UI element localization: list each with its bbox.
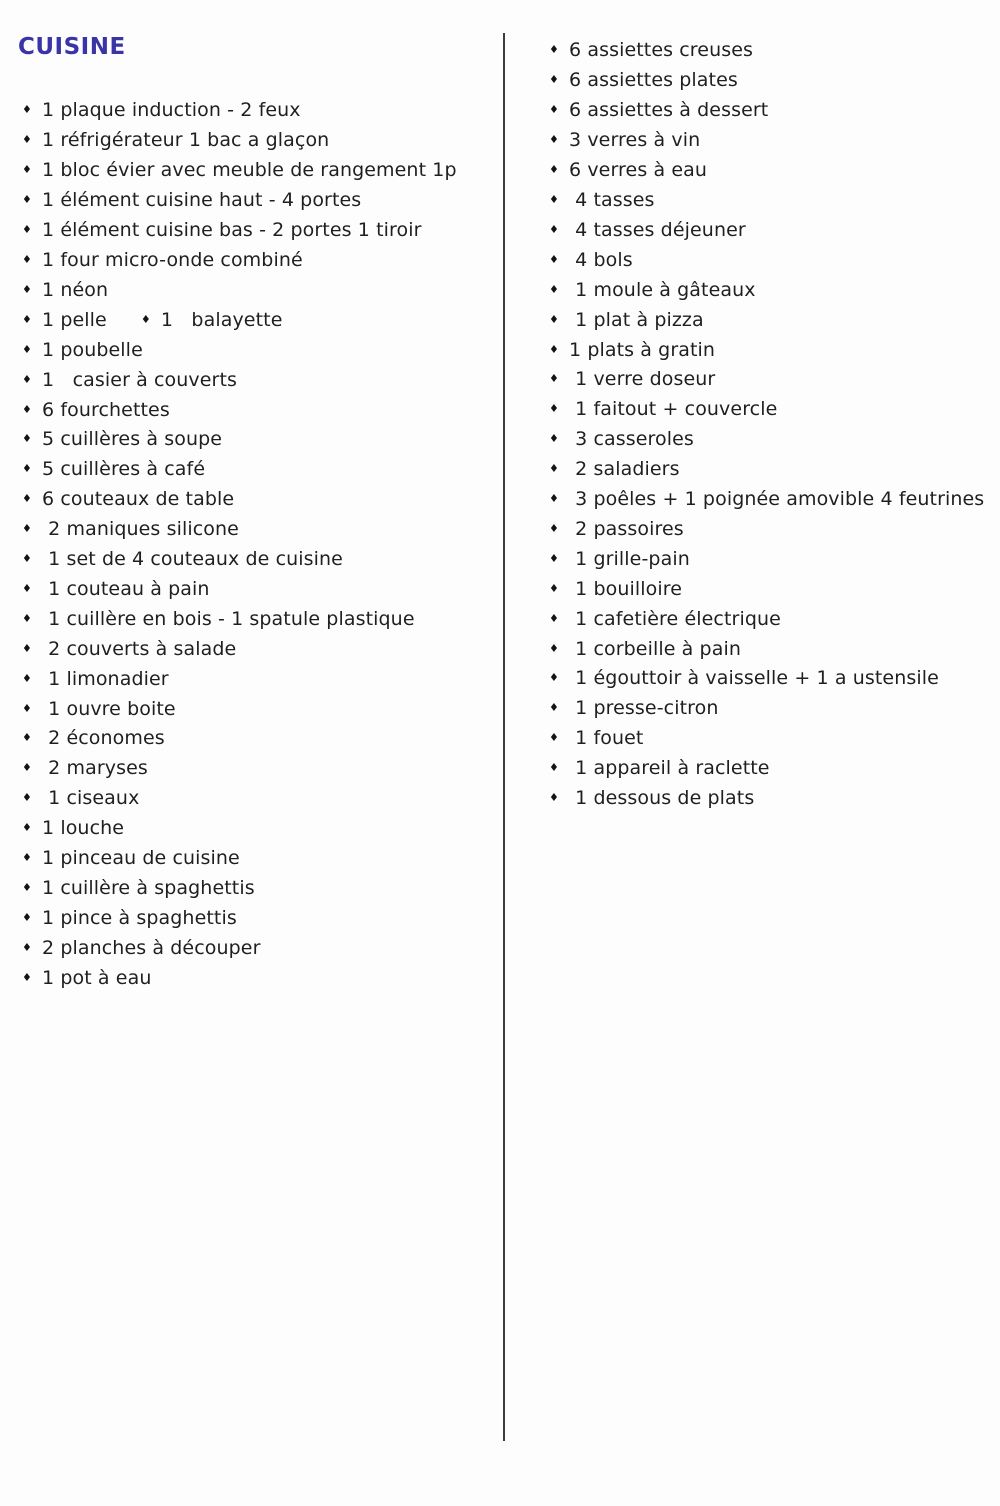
list-item-text: 1 balayette [160,308,283,331]
list-item-text: 2 planches à découper [42,936,261,959]
list-item [22,425,497,455]
list-item [22,515,497,545]
list-item-text: 3 poêles + 1 poignée amovible 4 feutrines [569,488,985,511]
bullet-icon: ♦ [140,312,151,326]
list-item-text: 2 saladiers [569,458,680,481]
list-item [22,694,497,724]
list-item-text: 1 dessous de plats [569,787,755,810]
bullet-icon: ♦ [549,432,559,446]
list-item [22,335,497,365]
list-item [22,903,497,933]
list-item [549,544,997,574]
bullet-icon: ♦ [549,791,559,805]
left-column-list [22,96,497,993]
list-item [22,156,497,186]
bullet-icon: ♦ [22,522,32,536]
bullet-icon: ♦ [22,761,32,775]
bullet-icon: ♦ [22,462,32,476]
list-item [549,156,997,186]
list-item-text: 1 verre doseur [569,368,716,391]
bullet-icon: ♦ [549,342,559,356]
list-item-text: 1 élément cuisine haut - 4 portes [42,189,362,212]
bullet-icon: ♦ [22,193,32,207]
bullet-icon: ♦ [549,551,559,565]
list-item-text: 1 pince à spaghettis [42,906,237,929]
bullet-icon: ♦ [549,521,559,535]
bullet-icon: ♦ [22,163,32,177]
list-item-text: 5 cuillères à café [42,458,206,481]
list-item-text: 1 casier à couverts [42,368,238,391]
bullet-icon: ♦ [549,701,559,715]
bullet-icon: ♦ [22,881,32,895]
bullet-icon: ♦ [549,671,559,685]
bullet-icon: ♦ [549,312,559,326]
list-item-text: 1 bloc évier avec meuble de rangement 1p [42,159,457,182]
list-item-text: 1 cuillère à spaghettis [42,877,255,900]
list-item [549,485,997,515]
bullet-icon: ♦ [549,163,559,177]
list-item-text: 1 pinceau de cuisine [42,847,240,870]
bullet-icon: ♦ [22,821,32,835]
list-item [22,365,497,395]
list-item-text: 1 set de 4 couteaux de cuisine [42,548,343,571]
list-item [22,963,497,993]
list-item [22,754,497,784]
bullet-icon: ♦ [22,402,32,416]
list-item [22,275,497,305]
list-item [22,96,497,126]
bullet-icon: ♦ [549,761,559,775]
list-item [549,96,997,126]
list-item [22,784,497,814]
list-item-text: 1 corbeille à pain [569,637,741,660]
bullet-icon: ♦ [22,611,32,625]
bullet-icon: ♦ [22,133,32,147]
list-item [549,365,997,395]
list-item [22,604,497,634]
list-item-text: 1 pelle [42,308,107,331]
bullet-icon: ♦ [22,581,32,595]
list-item [22,575,497,605]
list-item [22,933,497,963]
list-item [22,126,497,156]
list-item-text: 1 plats à gratin [569,338,716,361]
list-item [22,874,497,904]
list-item-text: 2 maniques silicone [42,518,239,541]
bullet-icon: ♦ [549,282,559,296]
list-item-text: 1 cuillère en bois - 1 spatule plastique [42,607,415,630]
list-item [549,126,997,156]
list-item-text: 3 verres à vin [569,129,701,152]
list-item-text: 6 assiettes plates [569,69,738,92]
bullet-icon: ♦ [22,312,32,326]
list-item-text: 2 couverts à salade [42,637,237,660]
list-item [549,724,997,754]
list-item-text: 2 maryses [42,757,148,780]
bullet-icon: ♦ [549,222,559,236]
list-item-text: 1 faitout + couvercle [569,398,778,421]
list-item-text: 1 néon [42,278,109,301]
list-item [549,694,997,724]
list-item-text: 6 verres à eau [569,159,708,182]
list-item [22,395,497,425]
list-item-text: 6 couteaux de table [42,488,235,511]
bullet-icon: ♦ [549,611,559,625]
bullet-icon: ♦ [22,970,32,984]
bullet-icon: ♦ [549,641,559,655]
list-item [549,36,997,66]
list-item [549,335,997,365]
list-item-text: 1 fouet [569,727,644,750]
bullet-icon: ♦ [549,192,559,206]
bullet-icon: ♦ [22,731,32,745]
bullet-icon: ♦ [549,462,559,476]
list-item [22,216,497,246]
list-item [22,814,497,844]
list-item [549,515,997,545]
list-item [549,425,997,455]
list-item-text: 1 réfrigérateur 1 bac a glaçon [42,129,330,152]
bullet-icon: ♦ [22,910,32,924]
list-item-text: 1 pot à eau [42,966,152,989]
list-item [22,634,497,664]
list-item-text: 6 assiettes creuses [569,39,754,62]
list-item [549,215,997,245]
bullet-icon: ♦ [22,252,32,266]
bullet-icon: ♦ [22,282,32,296]
list-item-text: 1 cafetière électrique [569,607,781,630]
list-item-text: 1 ouvre boite [42,697,176,720]
bullet-icon: ♦ [22,342,32,356]
bullet-icon: ♦ [22,671,32,685]
list-item [549,455,997,485]
list-item [549,186,997,216]
list-item [549,634,997,664]
bullet-icon: ♦ [22,940,32,954]
bullet-icon: ♦ [549,103,559,117]
bullet-icon: ♦ [22,791,32,805]
list-item [549,574,997,604]
bullet-icon: ♦ [22,701,32,715]
list-item [22,186,497,216]
bullet-icon: ♦ [22,103,32,117]
bullet-icon: ♦ [549,252,559,266]
bullet-icon: ♦ [549,372,559,386]
list-item [22,246,497,276]
list-item-text: 4 tasses déjeuner [569,218,746,241]
list-item-text: 3 casseroles [569,428,694,451]
bullet-icon: ♦ [22,552,32,566]
list-item [549,395,997,425]
list-item [22,664,497,694]
list-item-text: 5 cuillères à soupe [42,428,223,451]
list-item-text: 1 ciseaux [42,787,140,810]
bullet-icon: ♦ [22,432,32,446]
list-item [22,485,497,515]
list-item [549,275,997,305]
list-item [22,455,497,485]
list-item [549,245,997,275]
bullet-icon: ♦ [22,223,32,237]
bullet-icon: ♦ [22,641,32,655]
column-divider [503,33,505,1441]
list-item-text: 1 poubelle [42,338,143,361]
list-item [549,664,997,694]
list-item-text: 1 plat à pizza [569,308,704,331]
list-item [22,724,497,754]
bullet-icon: ♦ [549,492,559,506]
list-item [22,305,497,335]
list-item [549,305,997,335]
bullet-icon: ♦ [549,581,559,595]
list-item-text: 1 limonadier [42,667,169,690]
bullet-icon: ♦ [549,402,559,416]
list-item-text: 6 fourchettes [42,398,170,421]
list-item [549,784,997,814]
bullet-icon: ♦ [549,133,559,147]
bullet-icon: ♦ [22,492,32,506]
list-item-text: 1 égouttoir à vaisselle + 1 a ustensile [569,667,939,690]
list-item [549,754,997,784]
list-item-text: 4 bols [569,248,633,271]
list-item [549,66,997,96]
list-item [22,545,497,575]
list-item-text: 1 plaque induction - 2 feux [42,99,301,122]
list-item-text: 1 bouilloire [569,577,683,600]
list-item-text: 6 assiettes à dessert [569,99,769,122]
bullet-icon: ♦ [549,731,559,745]
list-item-text: 1 élément cuisine bas - 2 portes 1 tiroir [42,219,422,242]
list-item-text: 1 four micro-onde combiné [42,248,303,271]
list-item-text: 1 appareil à raclette [569,757,770,780]
list-item-text: 1 presse-citron [569,697,719,720]
right-column-list [549,36,997,814]
bullet-icon: ♦ [549,43,559,57]
list-item-text: 2 économes [42,727,165,750]
list-item-text: 4 tasses [569,188,655,211]
list-item [549,604,997,634]
list-item-text: 2 passoires [569,517,684,540]
bullet-icon: ♦ [22,851,32,865]
bullet-icon: ♦ [22,372,32,386]
list-item-text: 1 louche [42,817,125,840]
list-item [22,844,497,874]
page-title: CUISINE [18,34,126,60]
bullet-icon: ♦ [549,73,559,87]
list-item-text: 1 grille-pain [569,547,690,570]
list-item-text: 1 couteau à pain [42,577,210,600]
list-item-text: 1 moule à gâteaux [569,278,756,301]
